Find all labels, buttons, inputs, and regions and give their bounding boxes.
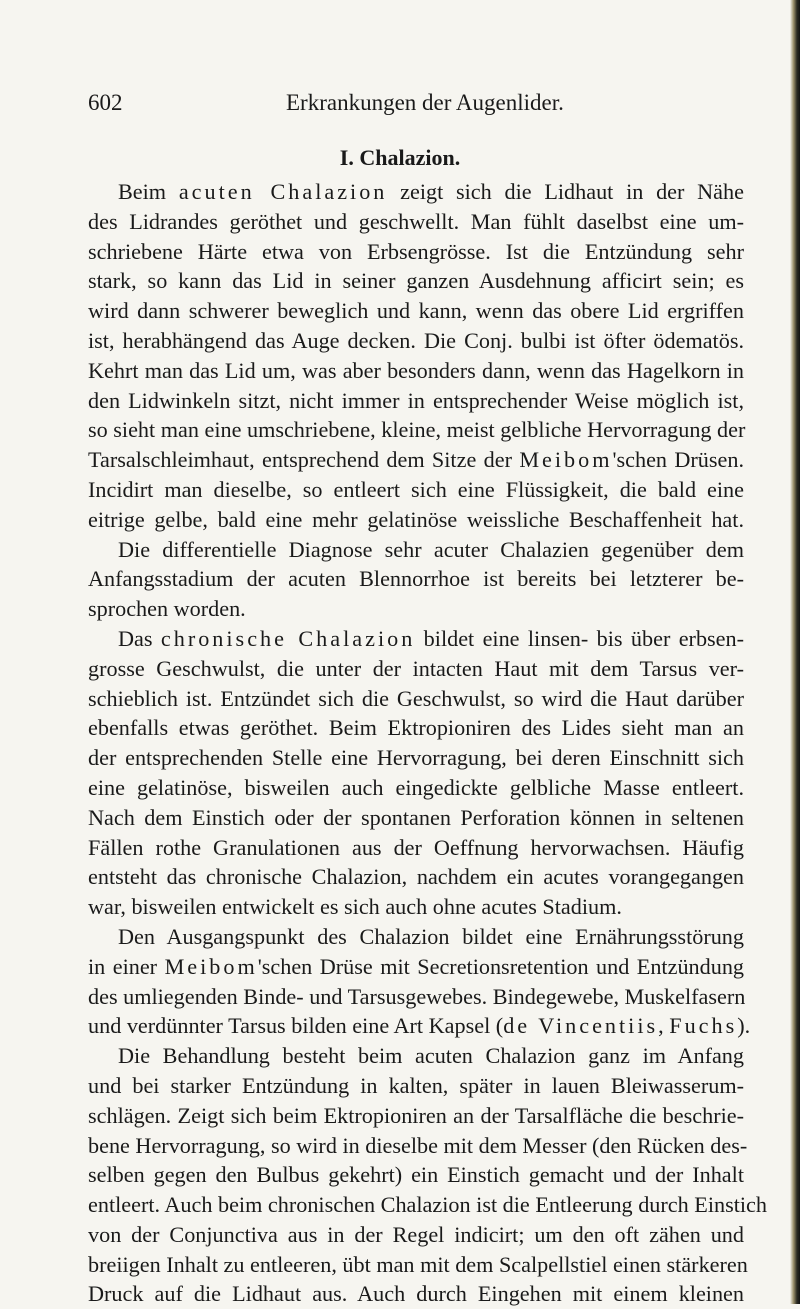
running-head: Erkrankungen der Augenlider. — [286, 90, 564, 115]
text-line — [88, 1041, 744, 1071]
text-segment: und bei starker Entzündung in kalten, später in lauen Bleiwasserum- — [88, 1072, 744, 1098]
text-line — [88, 237, 744, 267]
text-segment: selben gegen den Bulbus gekehrt) ein Einstich gemacht und der Inhalt — [88, 1162, 744, 1188]
text-segment: Das — [118, 625, 161, 651]
text-segment: Den Ausgangspunkt des Chalazion bildet eine Ernährungsstörung — [118, 923, 744, 949]
text-line — [88, 803, 744, 833]
text-line — [88, 1279, 744, 1309]
text-segment: 'schen Drüse mit Secretionsretention und Entzündung — [257, 953, 745, 979]
text-line — [88, 1011, 751, 1041]
text-segment: Incidirt man dieselbe, so entleert sich eine Flüssigkeit, die bald eine — [88, 476, 744, 502]
text-line — [88, 892, 744, 922]
text-line — [88, 326, 744, 356]
text-segment: Die differentielle Diagnose sehr acuter Chalazien gegenüber dem — [118, 536, 744, 562]
text-segment: Nach dem Einstich oder der spontanen Perforation können in seltenen — [88, 804, 744, 830]
text-line — [88, 743, 744, 773]
text-line — [88, 1220, 744, 1250]
text-line — [88, 207, 744, 237]
text-segment: Tarsalschleimhaut, entsprechend dem Sitze der — [88, 447, 520, 473]
text-segment: breiigen Inhalt zu entleeren, übt man mit dem Scalpellstiel einen stärkeren — [88, 1251, 748, 1277]
text-segment: Anfangsstadium der acuten Blennorrhoe ist bereits bei letzterer be- — [88, 566, 744, 592]
text-segment: schriebene Härte etwa von Erbsengrösse. Ist die Entzündung sehr — [88, 238, 744, 264]
spaced-term: chronische Chalazion — [160, 625, 416, 651]
text-line — [88, 1190, 767, 1220]
text-segment: schlägen. Zeigt sich beim Ektropioniren an der Tarsalfläche die beschrie- — [88, 1102, 744, 1128]
text-line — [88, 505, 744, 535]
spaced-term: acuten Chalazion — [178, 179, 388, 204]
text-segment: schieblich ist. Entzündet sich die Geschwulst, so wird die Haut darüber — [88, 685, 744, 711]
text-line — [88, 594, 744, 624]
text-line — [88, 356, 744, 386]
spaced-term: Meibom — [519, 447, 613, 473]
text-line — [88, 1160, 744, 1190]
text-segment: eine gelatinöse, bisweilen auch eingedickte gelbliche Masse entleert. — [88, 774, 744, 800]
text-line — [88, 564, 744, 594]
text-segment: , — [658, 1013, 670, 1039]
text-line — [88, 386, 744, 416]
text-segment: wird dann schwerer beweglich und kann, wenn das obere Lid ergriffen — [88, 298, 744, 324]
text-segment: so sieht man eine umschriebene, kleine, meist gelbliche Hervorragung der — [88, 417, 746, 443]
text-segment: war, bisweilen entwickelt es sich auch ohne acutes Stadium. — [88, 894, 622, 920]
text-segment: entsteht das chronische Chalazion, nachdem ein acutes vorangegangen — [88, 864, 744, 890]
text-line — [88, 624, 744, 654]
text-segment: stark, so kann das Lid in seiner ganzen Ausdehnung afficirt sein; es — [88, 268, 744, 294]
text-segment: Kehrt man das Lid um, was aber besonders dann, wenn das Hagelkorn in — [88, 357, 744, 383]
text-line — [88, 296, 744, 326]
body-text — [88, 177, 767, 1309]
text-segment: in einer — [88, 953, 165, 979]
text-line — [88, 713, 744, 743]
text-line — [88, 862, 744, 892]
spaced-term: Meibom — [164, 953, 258, 979]
text-segment: des Lidrandes geröthet und geschwellt. Man fühlt daselbst eine um- — [88, 208, 744, 234]
text-segment: den Lidwinkeln sitzt, nicht immer in entsprechender Weise möglich ist, — [88, 387, 744, 413]
text-segment: 'schen Drüsen. — [612, 447, 744, 473]
text-line — [88, 415, 744, 445]
text-line — [88, 535, 744, 565]
text-segment: grosse Geschwulst, die unter der intacten Haut mit dem Tarsus ver- — [88, 655, 744, 681]
text-segment: ). — [737, 1013, 751, 1039]
text-line — [88, 445, 744, 475]
text-segment: entleert. Auch beim chronischen Chalazion ist die Entleerung durch Einstich — [88, 1192, 767, 1218]
text-line — [88, 1131, 748, 1161]
text-segment: ebenfalls etwas geröthet. Beim Ektropioniren des Lides sieht man an — [88, 715, 744, 741]
text-segment: Fällen rothe Granulationen aus der Oeffnung hervorwachsen. Häufig — [88, 834, 744, 860]
text-segment: Druck auf die Lidhaut aus. Auch durch Eingehen mit einem kleinen — [88, 1281, 744, 1307]
text-line — [88, 952, 744, 982]
page-header — [88, 90, 730, 120]
text-line — [88, 1071, 744, 1101]
text-segment: zeigt sich die Lidhaut in der Nähe — [387, 179, 744, 204]
text-line — [88, 475, 744, 505]
text-segment: von der Conjunctiva aus in der Regel indicirt; um den oft zähen und — [88, 1221, 744, 1247]
spaced-term: de Vincentiis — [503, 1013, 659, 1039]
spaced-term: Fuchs — [669, 1013, 738, 1039]
text-segment: Beim — [118, 179, 179, 204]
text-segment: der entsprechenden Stelle eine Hervorragung, bei deren Einschnitt sich — [88, 745, 744, 771]
text-line — [88, 1101, 744, 1131]
text-line — [88, 922, 744, 952]
section-title: I. Chalazion. — [339, 145, 461, 170]
text-line — [88, 684, 744, 714]
text-line — [88, 266, 744, 296]
text-line — [88, 1250, 748, 1280]
text-line — [88, 773, 744, 803]
text-line — [88, 177, 744, 207]
text-segment: Die Behandlung besteht beim acuten Chalazion ganz im Anfang — [118, 1043, 744, 1069]
text-segment: des umliegenden Binde- und Tarsusgewebes. Bindegewebe, Muskelfasern — [88, 983, 746, 1009]
text-line — [88, 833, 744, 863]
page-number: 602 — [88, 90, 123, 115]
text-line — [88, 654, 744, 684]
page-edge-shadow — [790, 0, 800, 1304]
text-segment: ist, herabhängend das Auge decken. Die Conj. bulbi ist öfter ödematös. — [88, 327, 744, 353]
text-segment: sprochen worden. — [88, 596, 246, 622]
text-segment: bene Hervorragung, so wird in dieselbe mit dem Messer (den Rücken des- — [88, 1132, 748, 1158]
text-line — [88, 982, 744, 1012]
text-segment: eitrige gelbe, bald eine mehr gelatinöse weissliche Beschaffenheit hat. — [88, 506, 744, 532]
text-segment: bildet eine linsen- bis über erbsen- — [415, 625, 744, 651]
text-segment: und verdünnter Tarsus bilden eine Art Kapsel ( — [88, 1013, 504, 1039]
